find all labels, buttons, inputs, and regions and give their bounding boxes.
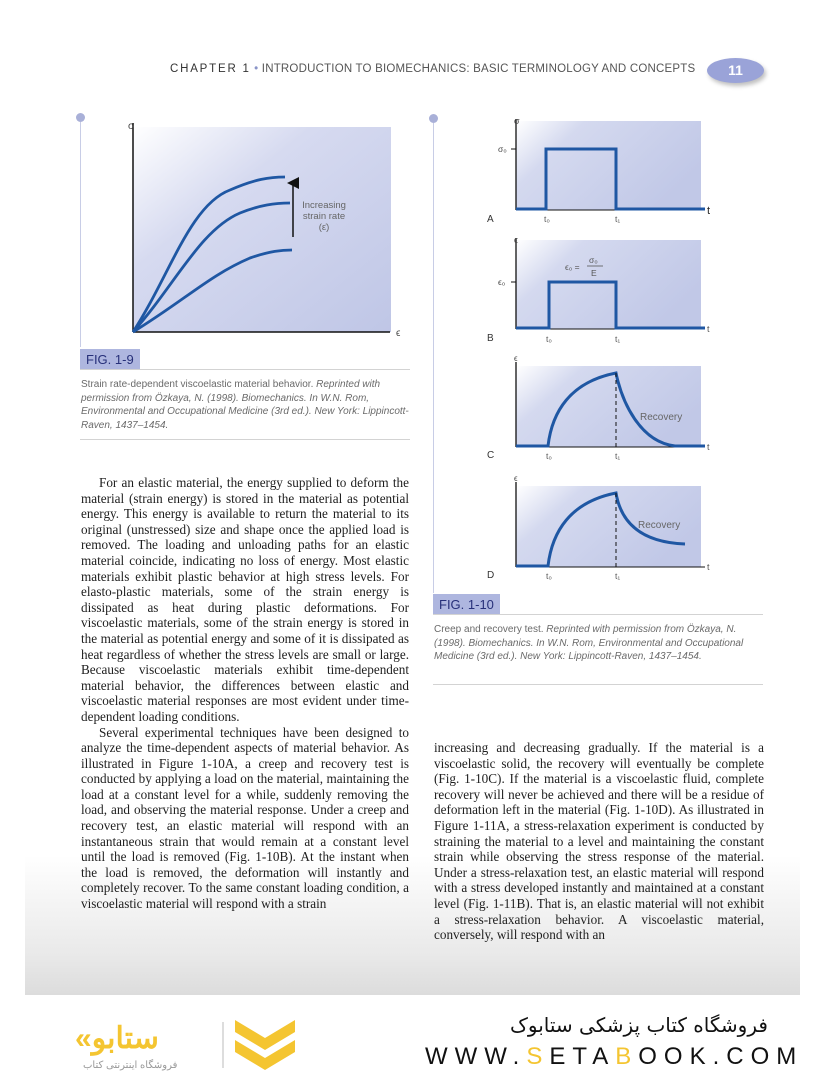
svg-text:t₀: t₀ [544, 214, 550, 224]
figure-1-10-rule-top [433, 614, 763, 615]
paragraph: Several experimental techniques have been designed to analyze the time-dependent aspects of material behavior. As illustrated in Figure 1-10A, a creep and recovery test is conducted by applying a load on the material, maintaining the load at a constant level for a while, suddenly removing the load, and observing the material response. Under a creep and recovery test, an elastic material will respond with an instantaneous strain that would remain at a constant level until the load is removed (Fig. 1-10B). At the instant when the load is removed, the deformation will instantly and completely recover. To the same constant loading condition, a viscoelastic material will respond with a strain [81, 724, 409, 912]
panel-b [487, 235, 710, 344]
svg-text:σ: σ [514, 116, 520, 126]
figure-1-9-label: FIG. 1-9 [80, 349, 140, 370]
separator-dot: • [254, 63, 259, 75]
x-axis-label: ϵ [396, 328, 401, 339]
svg-text:t₁: t₁ [615, 334, 621, 344]
svg-text:t: t [707, 562, 710, 572]
figure-1-9-caption: Strain rate-dependent viscoelastic material behavior. Reprinted with permission from Özkaya, N. (1998). Biomechanics. In W.N. Rom, Environmental and Occupational Medicine (3rd ed.). New York: Lippincott-Raven, 1437–1454. [81, 379, 409, 431]
figure-rule [80, 122, 81, 347]
chevron-logo-icon [235, 1020, 295, 1070]
figure-bullet-icon [429, 114, 438, 123]
svg-text:Recovery: Recovery [640, 412, 683, 423]
figure-bullet-icon [76, 113, 85, 122]
svg-text:C: C [487, 450, 495, 461]
panel-d [487, 474, 710, 581]
annotation-line-1: Increasing [302, 200, 346, 211]
svg-text:«ﺳﺘﺎﺑﻮ: «ﺳﺘﺎﺑﻮ [75, 1022, 159, 1055]
figure-1-10-caption: Creep and recovery test. Reprinted with permission from Özkaya, N. (1998). Biomechanics. In W.N. Rom, Environmental and Occupational Medicine (3rd ed.). New York: Lippincott-Raven, 1437–1454. [434, 624, 744, 663]
running-header [170, 63, 695, 75]
svg-text:t₀: t₀ [546, 451, 552, 461]
figure-rule [433, 123, 434, 593]
svg-text:ϵ₀ =: ϵ₀ = [565, 262, 580, 272]
store-name: فروشگاه کتاب پزشکی ستابوک [510, 1013, 768, 1037]
left-column-text [81, 475, 409, 912]
svg-text:σ₀: σ₀ [589, 255, 598, 265]
paragraph: increasing and decreasing gradually. If the material is a viscoelastic solid, the recovery will eventually be complete (Fig. 1-10C). If the material is a viscoelastic fluid, complete recovery will never be achieved and there will be a residue of deformation left in the material (Fig. 1-10D). As illustrated in Figure 1-11A, a stress-relaxation experiment is conducted by straining the material to a level and maintaining the constant strain while observing the stress response of the material. Under a stress-relaxation test, an elastic material will respond with a stress developed instantly and maintained at a constant level (Fig. 1-11B). That is, an elastic material will not exhibit a stress-relaxation behavior. A viscoelastic material, conversely, will respond with an [434, 740, 764, 943]
panel-c [487, 354, 710, 461]
panel-a [487, 116, 710, 225]
figure-1-10-chart [470, 112, 730, 592]
svg-text:D: D [487, 570, 495, 581]
svg-text:B: B [487, 333, 494, 344]
svg-text:ϵ₀: ϵ₀ [498, 277, 506, 287]
annotation-line-2: strain rate [302, 211, 346, 222]
svg-text:t₁: t₁ [615, 571, 621, 581]
svg-text:E: E [591, 268, 597, 278]
svg-text:t₁: t₁ [615, 214, 621, 224]
svg-text:t: t [707, 324, 710, 334]
chapter-label: CHAPTER 1 [170, 63, 251, 75]
svg-text:t: t [707, 205, 711, 217]
annotation-line-3: (ε̇) [318, 222, 330, 233]
figure-1-9-rule-top [80, 369, 410, 370]
paragraph: For an elastic material, the energy supplied to deform the material (strain energy) is stored in the material as potential energy. This energy is available to return the material to its original (unstressed) size and shape once the applied load is removed. The loading and unloading paths for an elastic material coincide, indicating no loss of energy. Most elastic materials exhibit plastic behavior at high stress levels. For elasto-plastic materials, some of the strain energy is dissipated as heat during plastic deformations. For viscoelastic materials, some of the strain energy is stored in the material as potential energy and some of it is dissipated as heat regardless of whether the stress levels are small or large. Because viscoelastic materials exhibit time-dependent material behavior, the differences between elastic and viscoelastic material responses are most evident under time-dependent loading conditions. [81, 475, 409, 724]
right-column-text [434, 740, 764, 943]
svg-text:σ₀: σ₀ [498, 144, 507, 154]
chapter-title: INTRODUCTION TO BIOMECHANICS: BASIC TERMINOLOGY AND CONCEPTS [261, 63, 696, 75]
svg-text:t₀: t₀ [546, 334, 552, 344]
figure-1-9-rule-bottom [80, 439, 410, 440]
store-url[interactable]: WWW.SETABOOK.COM [425, 1043, 804, 1070]
svg-text:t₀: t₀ [546, 571, 552, 581]
svg-text:ϵ: ϵ [514, 474, 518, 483]
figure-1-9-chart [110, 115, 410, 345]
svg-text:Recovery: Recovery [638, 520, 681, 531]
svg-text:A: A [487, 214, 494, 225]
figure-1-10-rule-bottom [433, 684, 763, 685]
page-number-badge: 11 [707, 58, 764, 83]
svg-text:t₁: t₁ [615, 451, 621, 461]
y-axis-label: σ [128, 121, 135, 132]
figure-1-10-label: FIG. 1-10 [433, 594, 500, 615]
svg-text:ϵ: ϵ [514, 354, 518, 363]
svg-text:ϵ: ϵ [514, 235, 518, 245]
svg-text:فروشگاه اینترنتی کتاب: فروشگاه اینترنتی کتاب [83, 1060, 178, 1071]
svg-text:t: t [707, 442, 710, 452]
setabook-logo [55, 1010, 305, 1075]
